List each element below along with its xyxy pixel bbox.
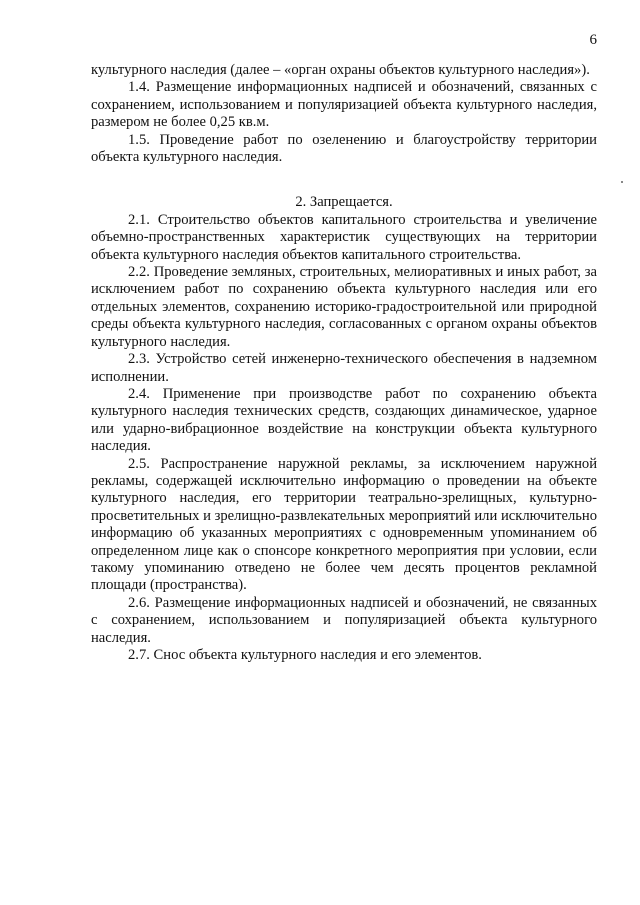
scan-speck [621, 181, 623, 183]
page-number: 6 [589, 32, 597, 48]
paragraph-2-4: 2.4. Применение при производстве работ по сохранению объекта культурного наследия технических средств, создающих динамическое, ударное или ударно-вибрационное воздействие на конструкции объекта культурного наследия. [91, 385, 597, 455]
section-2-heading: 2. Запрещается. [295, 194, 393, 211]
paragraph-1-4: 1.4. Размещение информационных надписей и обозначений, связанных с сохранением, использованием и популяризацией объекта культурного наследия, размером не более 0,25 кв.м. [91, 79, 597, 131]
paragraph-2-6: 2.6. Размещение информационных надписей и обозначений, не связанных с сохранением, использованием и популяризацией объекта культурного наследия. [91, 594, 597, 646]
paragraph-2-7: 2.7. Снос объекта культурного наследия и его элементов. [128, 647, 482, 663]
paragraph-continuation: культурного наследия (далее – «орган охраны объектов культурного наследия»). [91, 62, 590, 78]
paragraph-2-2: 2.2. Проведение земляных, строительных, мелиоративных и иных работ, за исключением работ по сохранению объекта культурного наследия или его отдельных элементов, сохранению историко-градостроительной или природной среды объекта культурного наследия, согласованных с органом охраны объектов культурного наследия. [91, 264, 597, 350]
paragraph-2-3: 2.3. Устройство сетей инженерно-технического обеспечения в надземном исполнении. [91, 351, 597, 385]
document-body [91, 62, 597, 664]
paragraph-2-5: 2.5. Распространение наружной рекламы, за исключением наружной рекламы, содержащей исключительно информацию о проведении на объекте культурного наследия, его территории театрально-зрелищных, культурно-просветительных и зрелищно-развлекательных мероприятий или исключительно информацию об указанных мероприятиях с одновременным упоминанием об определенном лице как о спонсоре конкретного мероприятия при условии, если такому упоминанию отведено не более чем десять процентов рекламной площади (пространства). [91, 455, 597, 594]
paragraph-2-1: 2.1. Строительство объектов капитального строительства и увеличение объемно-пространственных характеристик существующих на территории объекта культурного наследия объектов капитального строительства. [91, 211, 597, 263]
paragraph-1-5: 1.5. Проведение работ по озеленению и благоустройству территории объекта культурного наследия. [91, 131, 597, 166]
